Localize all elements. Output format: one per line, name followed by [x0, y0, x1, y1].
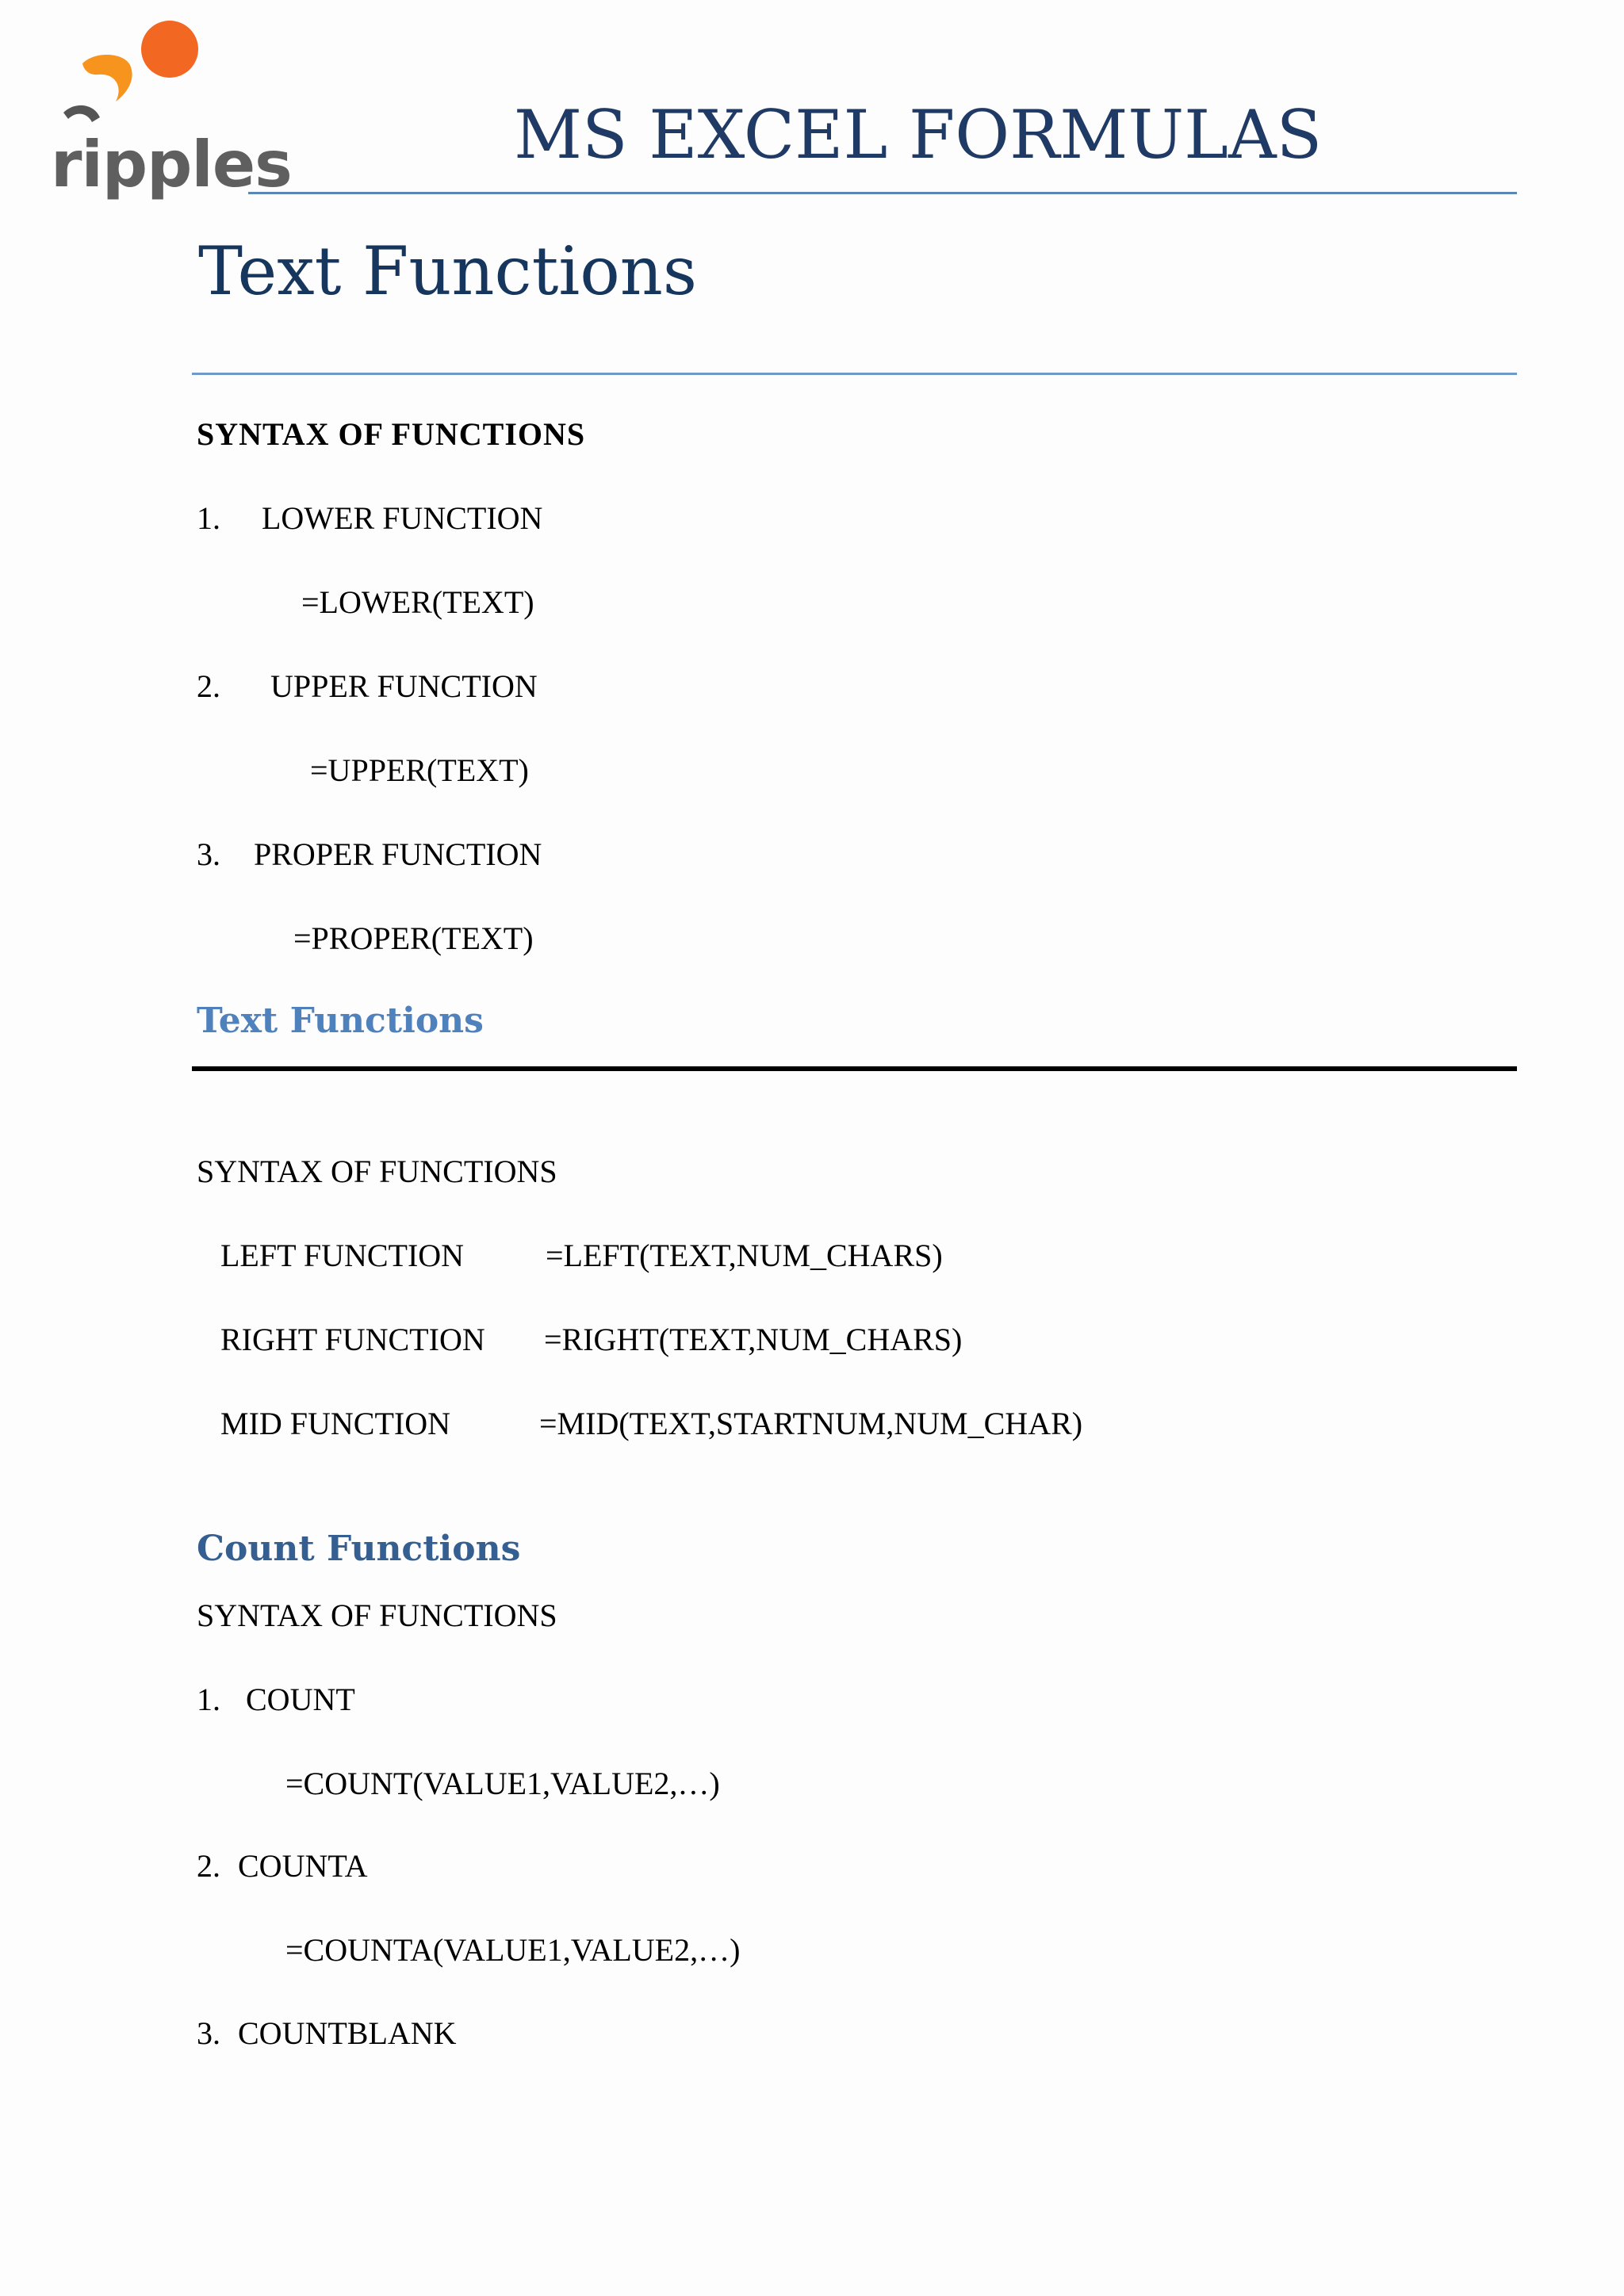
list-item-number: 3. [197, 2015, 220, 2051]
list-item-name: LOWER FUNCTION [262, 500, 543, 536]
list-item-number: 1. [197, 1682, 220, 1717]
list-item-number: 1. [197, 500, 220, 536]
syntax-heading: SYNTAX OF FUNCTIONS [197, 1154, 557, 1189]
list-item-name: COUNT [246, 1682, 355, 1717]
title-divider [192, 373, 1517, 375]
syntax-heading: SYNTAX OF FUNCTIONS [197, 1598, 557, 1633]
list-item-name: UPPER FUNCTION [270, 668, 538, 704]
list-item-formula: =UPPER(TEXT) [310, 752, 529, 788]
list-item-formula: =LOWER(TEXT) [301, 584, 534, 620]
list-item-number: 2. [197, 668, 220, 704]
list-item-formula: =COUNT(VALUE1,VALUE2,…) [285, 1766, 720, 1801]
list-item-formula: =PROPER(TEXT) [293, 920, 534, 956]
function-formula: =LEFT(TEXT,NUM_CHARS) [546, 1238, 943, 1273]
list-item-name: COUNTBLANK [238, 2015, 457, 2051]
list-item-name: PROPER FUNCTION [254, 836, 542, 872]
function-formula: =RIGHT(TEXT,NUM_CHARS) [544, 1322, 963, 1357]
list-item-name: COUNTA [238, 1848, 368, 1884]
function-name: RIGHT FUNCTION [220, 1322, 485, 1357]
list-item-number: 3. [197, 836, 220, 872]
logo-text: ripples [51, 128, 292, 201]
function-formula: =MID(TEXT,STARTNUM,NUM_CHAR) [539, 1406, 1083, 1441]
document-header-title: MS EXCEL FORMULAS [514, 96, 1323, 174]
list-item-formula: =COUNTA(VALUE1,VALUE2,…) [285, 1932, 741, 1968]
function-name: MID FUNCTION [220, 1406, 450, 1441]
section-divider [192, 1066, 1517, 1071]
ripples-logo [48, 16, 292, 201]
section-title-text-functions: Text Functions [198, 232, 697, 310]
header-divider [248, 192, 1517, 194]
list-item-number: 2. [197, 1848, 220, 1884]
subheading-text-functions: Text Functions [197, 1001, 484, 1041]
subheading-count-functions: Count Functions [197, 1529, 521, 1569]
function-name: LEFT FUNCTION [220, 1238, 465, 1273]
syntax-heading: SYNTAX OF FUNCTIONS [197, 416, 586, 452]
logo-mark-icon [48, 16, 254, 135]
